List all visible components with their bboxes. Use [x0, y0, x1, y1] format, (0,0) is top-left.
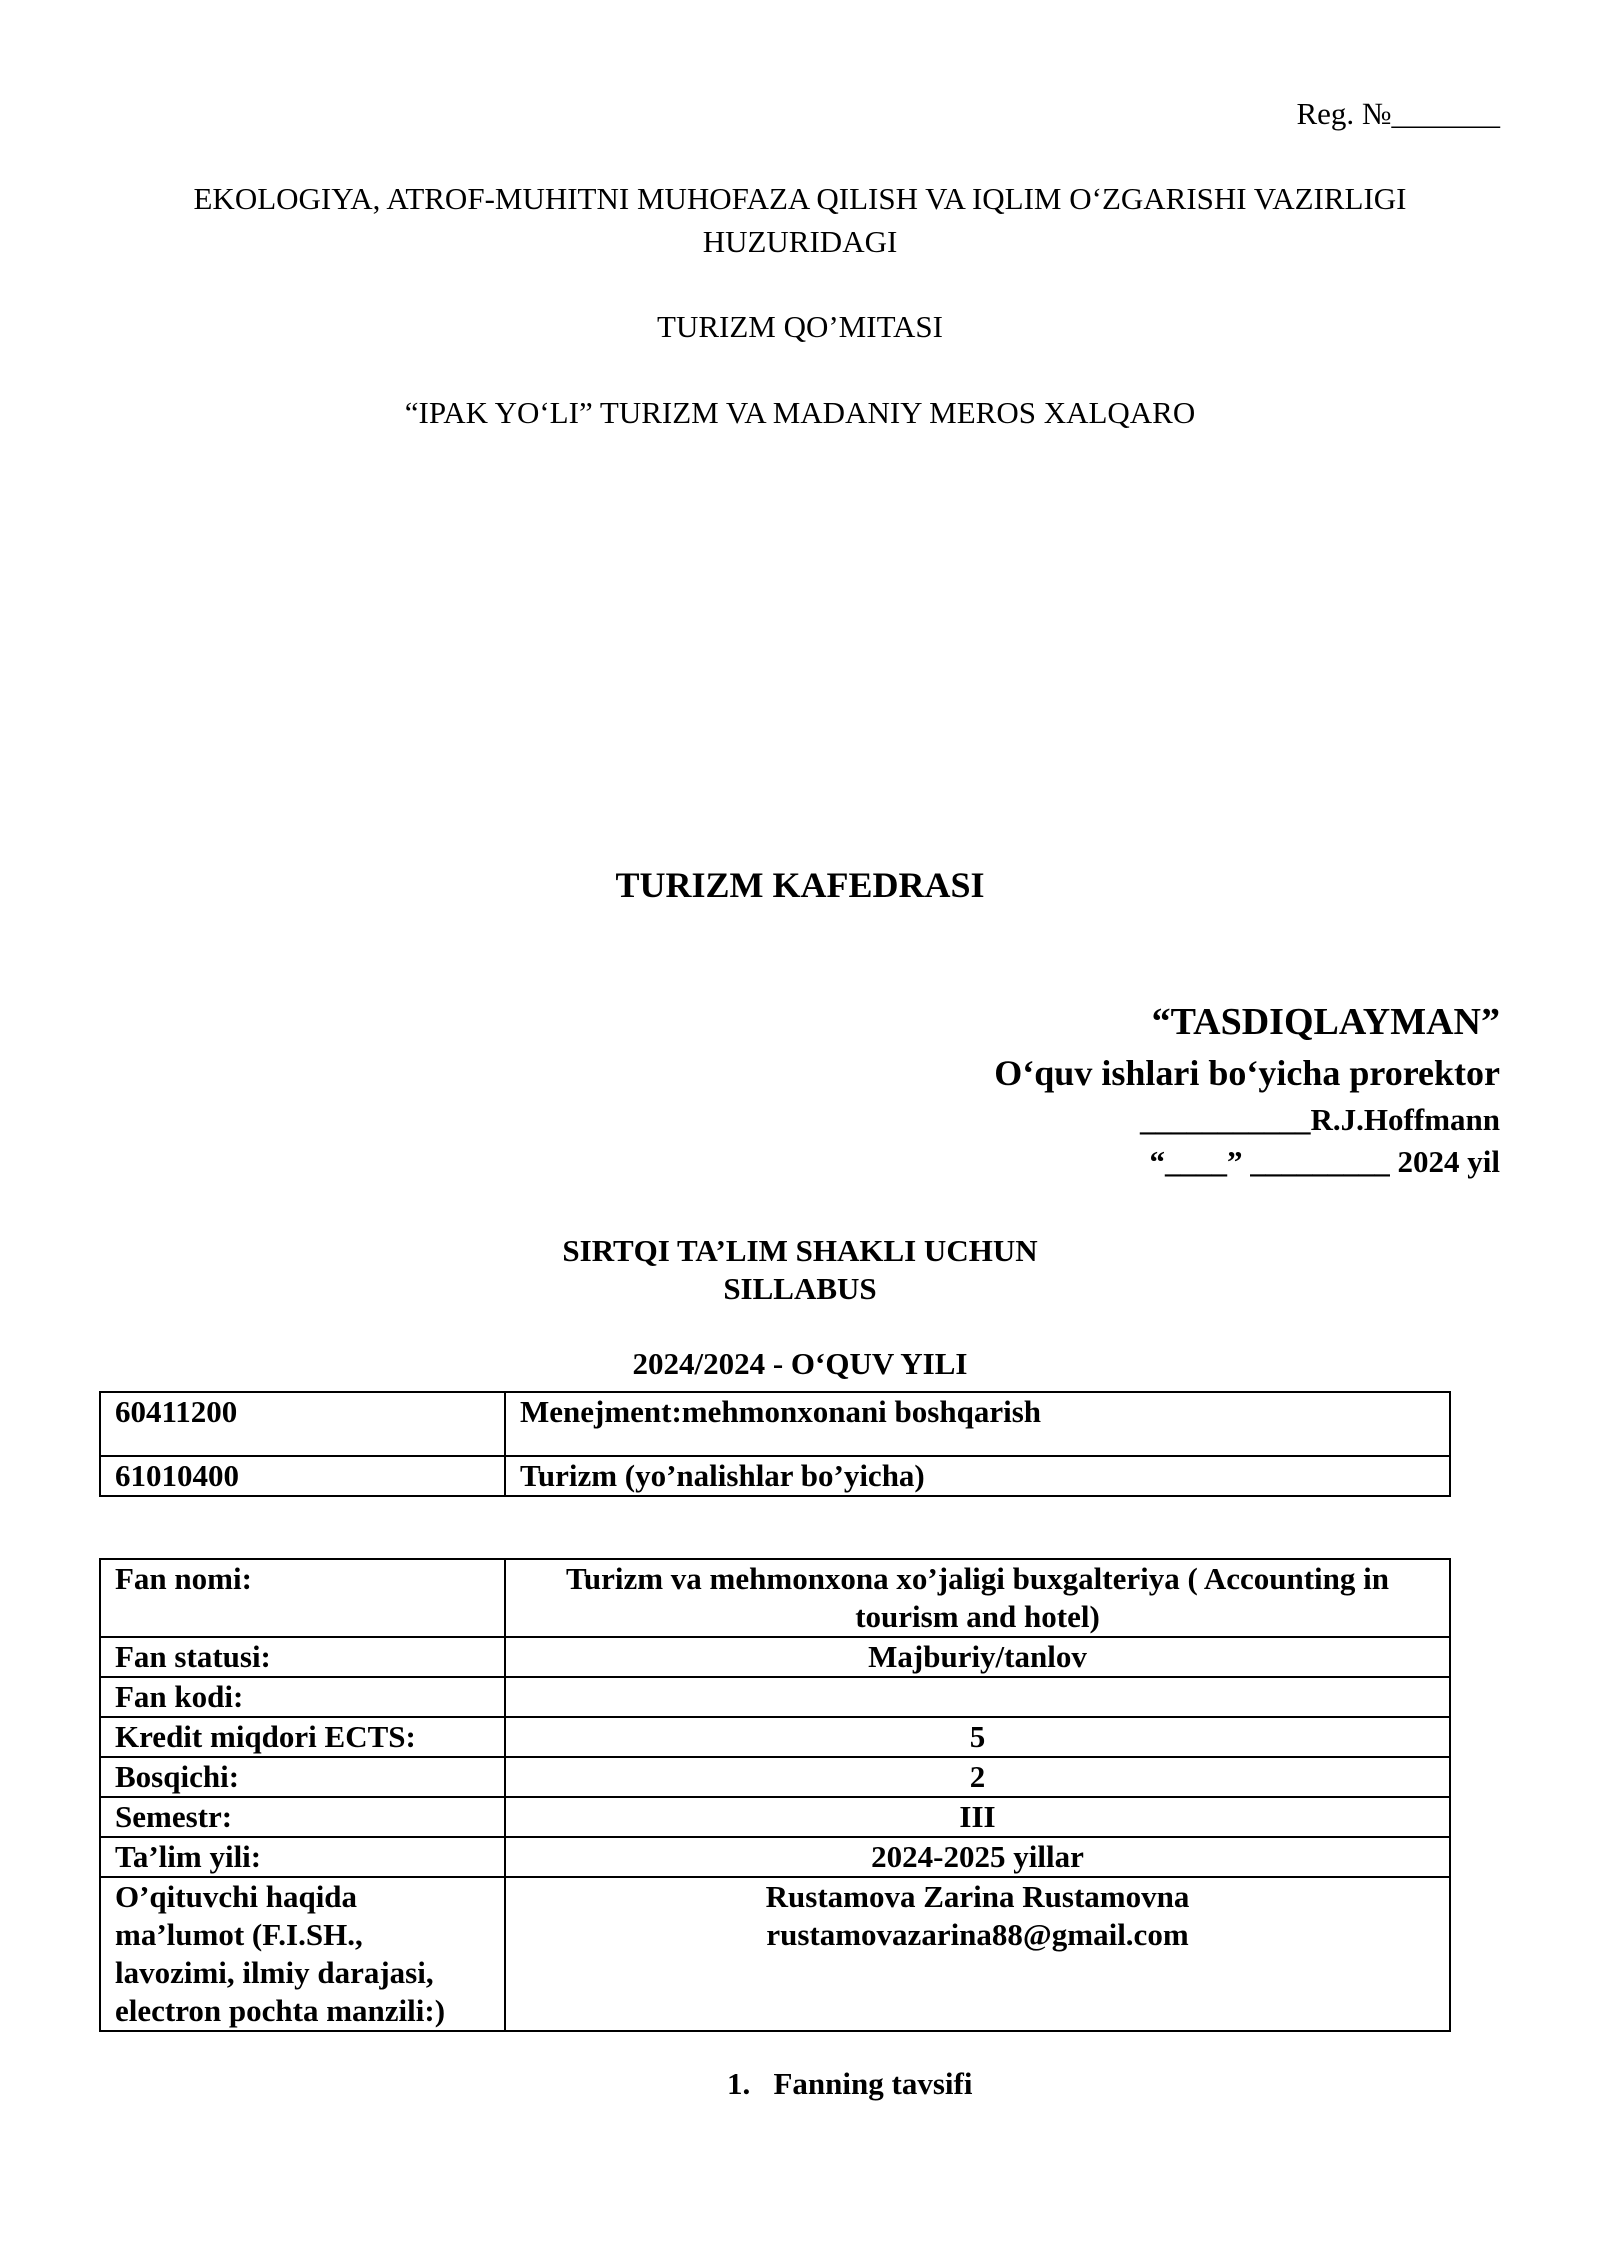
table-row — [100, 1456, 1450, 1496]
course-value: 5 — [505, 1717, 1450, 1757]
teacher-name: Rustamova Zarina Rustamovna — [765, 1879, 1190, 1914]
table-row — [100, 1837, 1450, 1877]
table-row — [100, 1392, 1450, 1456]
department-title: TURIZM KAFEDRASI — [615, 865, 985, 905]
course-label: Bosqichi: — [100, 1757, 505, 1797]
course-label: Semestr: — [100, 1797, 505, 1837]
course-label: Fan kodi: — [100, 1677, 505, 1717]
ministry-line-2: HUZURIDAGI — [702, 224, 898, 259]
program-name: Menejment:mehmonxonani boshqarish — [505, 1392, 1450, 1456]
table-row — [100, 1717, 1450, 1757]
course-label: Fan statusi: — [100, 1637, 505, 1677]
course-label: Fan nomi: — [100, 1559, 505, 1637]
course-value: Turizm va mehmonxona xo’jaligi buxgalteriya ( Accounting in tourism and hotel) — [505, 1559, 1450, 1637]
programs-table — [99, 1391, 1451, 1497]
course-label: Kredit miqdori ECTS: — [100, 1717, 505, 1757]
program-name: Turizm (yo’nalishlar bo’yicha) — [505, 1456, 1450, 1496]
academic-year: 2024/2024 - O‘QUV YILI — [632, 1346, 968, 1381]
table-row — [100, 1559, 1450, 1637]
section-heading: 1. Fanning tavsifi — [727, 2066, 973, 2101]
program-code: 61010400 — [100, 1456, 505, 1496]
approval-signature: ___________R.J.Hoffmann — [1140, 1102, 1500, 1137]
teacher-label: O’qituvchi haqida ma’lumot (F.I.SH., lavozimi, ilmiy darajasi, electron pochta manzili:) — [100, 1877, 505, 2031]
course-value: Majburiy/tanlov — [505, 1637, 1450, 1677]
table-row — [100, 1677, 1450, 1717]
registration-number: Reg. №_______ — [1296, 96, 1500, 131]
table-row — [100, 1757, 1450, 1797]
course-value: 2 — [505, 1757, 1450, 1797]
course-label: Ta’lim yili: — [100, 1837, 505, 1877]
approval-position: O‘quv ishlari bo‘yicha prorektor — [994, 1053, 1500, 1093]
teacher-info — [505, 1877, 1450, 2031]
table-row — [100, 1637, 1450, 1677]
syllabus-heading — [100, 1232, 1500, 1308]
university-name: “IPAK YO‘LI” TURIZM VA MADANIY MEROS XALQARO — [404, 395, 1196, 430]
syllabus-line-1: SIRTQI TA’LIM SHAKLI UCHUN — [562, 1233, 1038, 1268]
course-value: III — [505, 1797, 1450, 1837]
teacher-email: rustamovazarina88@gmail.com — [766, 1917, 1189, 1952]
approval-title: “TASDIQLAYMAN” — [1151, 1001, 1500, 1043]
course-value — [505, 1677, 1450, 1717]
table-row — [100, 1877, 1450, 2031]
approval-date: “____” _________ 2024 yil — [1149, 1144, 1500, 1179]
table-row — [100, 1797, 1450, 1837]
ministry-line-1: EKOLOGIYA, ATROF-MUHITNI MUHOFAZA QILISH VA IQLIM O‘ZGARISHI VAZIRLIGI — [193, 181, 1407, 216]
program-code: 60411200 — [100, 1392, 505, 1456]
syllabus-line-2: SILLABUS — [723, 1271, 877, 1306]
course-value: 2024-2025 yillar — [505, 1837, 1450, 1877]
committee-name: TURIZM QO’MITASI — [657, 309, 943, 344]
course-info-table — [99, 1558, 1451, 2032]
